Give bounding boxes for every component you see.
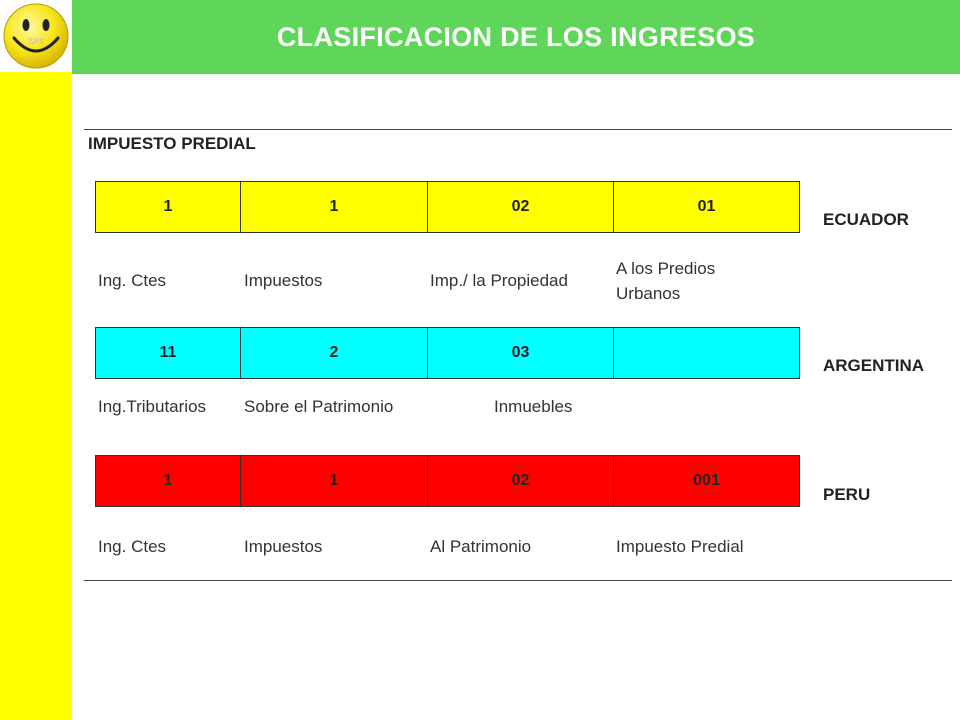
section-title: IMPUESTO PREDIAL: [88, 134, 256, 153]
page-title: CLASIFICACION DE LOS INGRESOS: [276, 22, 756, 52]
country-label-peru: PERU: [823, 485, 871, 504]
code-label: A los Predios Urbanos: [616, 259, 716, 303]
code-cell: 11: [96, 328, 241, 378]
country-label-argentina: ARGENTINA: [823, 356, 925, 375]
code-label: Sobre el Patrimonio: [244, 397, 394, 416]
peru-code-row: [95, 455, 800, 507]
code-cell: 2: [241, 328, 428, 378]
code-label: Impuestos: [244, 537, 323, 556]
country-label-ecuador: ECUADOR: [823, 210, 909, 229]
code-cell: 1: [96, 182, 241, 232]
ecuador-code-row: [95, 181, 800, 233]
top-divider: [84, 129, 952, 130]
header-bar: [72, 0, 960, 74]
code-label: Impuestos: [244, 271, 323, 290]
code-cell: 1: [241, 182, 428, 232]
code-cell: 02: [428, 182, 614, 232]
left-sidebar-bar: [0, 0, 72, 720]
code-cell: 01: [697, 198, 716, 215]
code-cell: 02: [428, 456, 614, 506]
smiley-face-icon: [2, 2, 70, 70]
code-label: Imp./ la Propiedad: [430, 271, 568, 290]
argentina-code-row: [95, 327, 800, 379]
code-cell: 03: [428, 328, 614, 378]
code-label: Ing.Tributarios: [98, 397, 207, 416]
code-label: Al Patrimonio: [430, 537, 532, 556]
code-cell: 1: [241, 456, 428, 506]
code-cell: 1: [96, 456, 241, 506]
bottom-divider: [84, 580, 952, 581]
logo: [0, 0, 72, 72]
code-label: Inmuebles: [494, 397, 573, 416]
code-label: Ing. Ctes: [98, 271, 167, 290]
code-label: Impuesto Predial: [616, 537, 744, 556]
code-cell: [614, 328, 799, 378]
svg-text:R3G: R3G: [27, 37, 45, 46]
code-label: Ing. Ctes: [98, 537, 167, 556]
code-cell: 001: [693, 472, 720, 489]
